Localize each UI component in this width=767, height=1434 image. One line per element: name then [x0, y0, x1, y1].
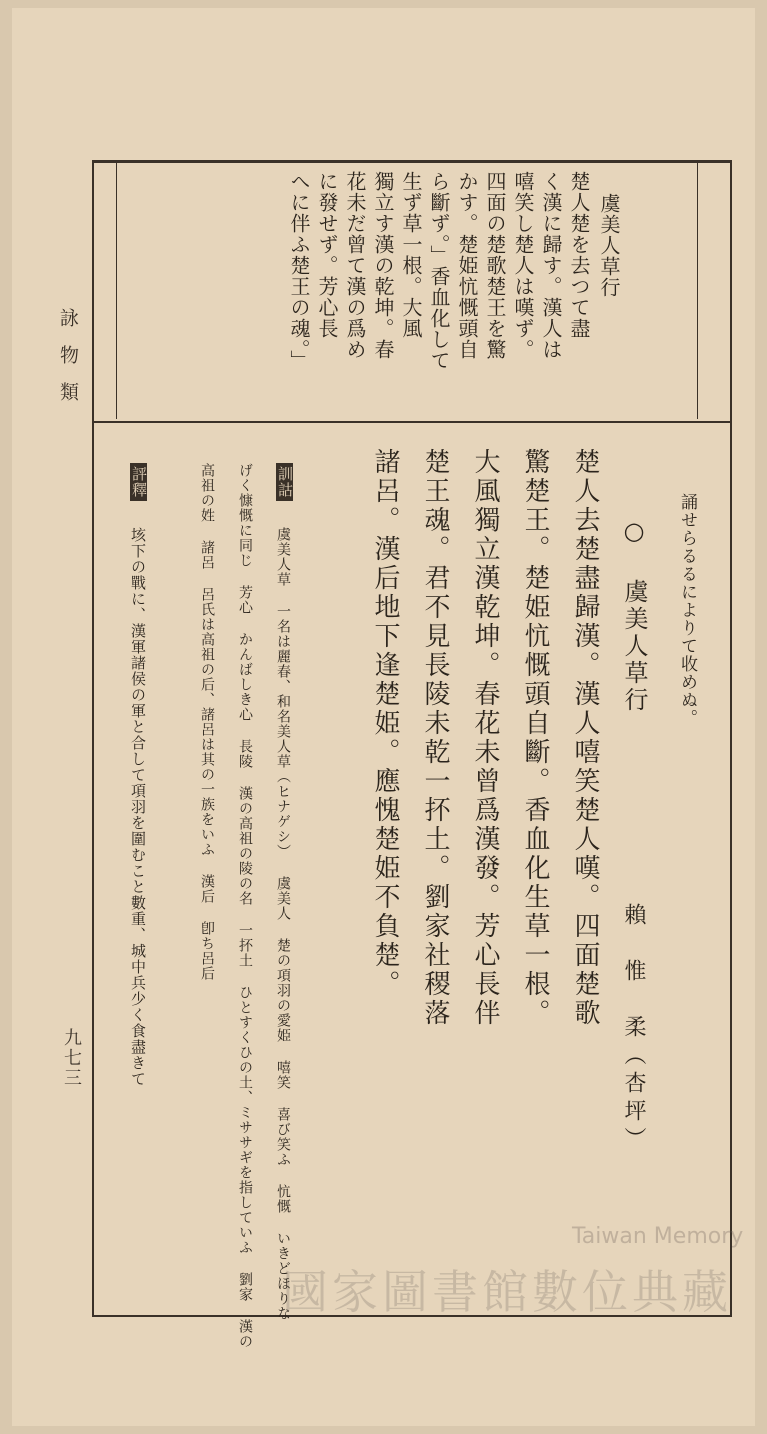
kunko-line: 虞美人草 一名は麗春、和名美人草（ヒナゲシ） 虞美人 楚の項羽の愛姫 嘻笑 喜び笑ふ 忼慨 いきどほりな — [275, 527, 291, 1321]
main-poem-title: ○ 虞美人草行 — [620, 517, 648, 714]
top-poem-line: 獨立す漢の乾坤。春 — [371, 171, 395, 360]
main-poem-line: 楚人去楚盡歸漢。漢人嘻笑楚人嘆。四面楚歌 — [570, 448, 600, 1028]
top-poem-line: 生ず草一根。大風 — [399, 171, 423, 339]
main-poem-line: 大風獨立漢乾坤。春花未曾爲漢發。芳心長伴 — [470, 448, 500, 1028]
tsushaku-line: 垓下の戰に、漢軍諸侯の軍と合して項羽を圍むこと數重、城中兵少く食盡きて — [129, 527, 147, 1087]
kunko-line: 高祖の姓 諸呂 呂氏は高祖の后、諸呂は其の一族をいふ 漢后 卽ち呂后 — [199, 463, 215, 981]
top-poem-title: 虞美人草行 — [597, 193, 621, 298]
page-number: 九七三 — [61, 1028, 82, 1088]
top-section — [94, 163, 730, 423]
top-poem-line: 花未だ曾て漢の爲め — [343, 171, 367, 360]
text-frame — [92, 160, 732, 1349]
watermark-brand: Taiwan Memory — [572, 1224, 744, 1249]
top-poem-line: に發せず。芳心長 — [315, 171, 339, 339]
kunko-line: げく慷慨に同じ 芳心 かんばしき心 長陵 漢の高祖の陵の名 一抔土 ひとすくひの土、ミササギを指していふ 劉家 漢の — [237, 463, 253, 1349]
top-poem-line: かす。楚姫忼慨頭自 — [455, 171, 479, 360]
kunko-label — [276, 463, 293, 523]
book-page — [12, 8, 755, 1426]
top-poem-line: へに伴ふ楚王の魂。」 — [287, 171, 311, 371]
tsushaku-label — [130, 463, 147, 523]
kundoku-box — [116, 163, 698, 419]
tsushaku-heading: 評釋 — [130, 463, 147, 501]
kunko-heading: 訓詁 — [276, 463, 293, 501]
top-poem-line: ら斷ず。」香血化して — [427, 171, 451, 371]
watermark-text: 國家圖書館數位典藏 — [282, 1265, 732, 1319]
side-title: 詠物類 — [57, 308, 79, 419]
main-poem-author: 賴 惟 柔（杏坪） — [621, 903, 646, 1155]
top-poem-line: 楚人楚を去つて盡 — [567, 171, 591, 339]
main-poem-line: 驚楚王。楚姫忼慨頭自斷。香血化生草一根。 — [520, 448, 550, 1028]
top-poem-line: く漢に歸す。漢人は — [539, 171, 563, 360]
top-poem-line: 嘻笑し楚人は嘆ず。 — [511, 171, 535, 360]
top-poem-line: 四面の楚歌楚王を驚 — [483, 171, 507, 360]
main-poem-line: 楚王魂。君不見長陵未乾一抔土。劉家社稷落 — [420, 448, 450, 1028]
main-poem-line: 諸呂。漢后地下逢楚姫。應愧楚姫不負楚。 — [370, 448, 400, 999]
intro-text: 誦せらるるによりて收めぬ。 — [677, 493, 697, 727]
